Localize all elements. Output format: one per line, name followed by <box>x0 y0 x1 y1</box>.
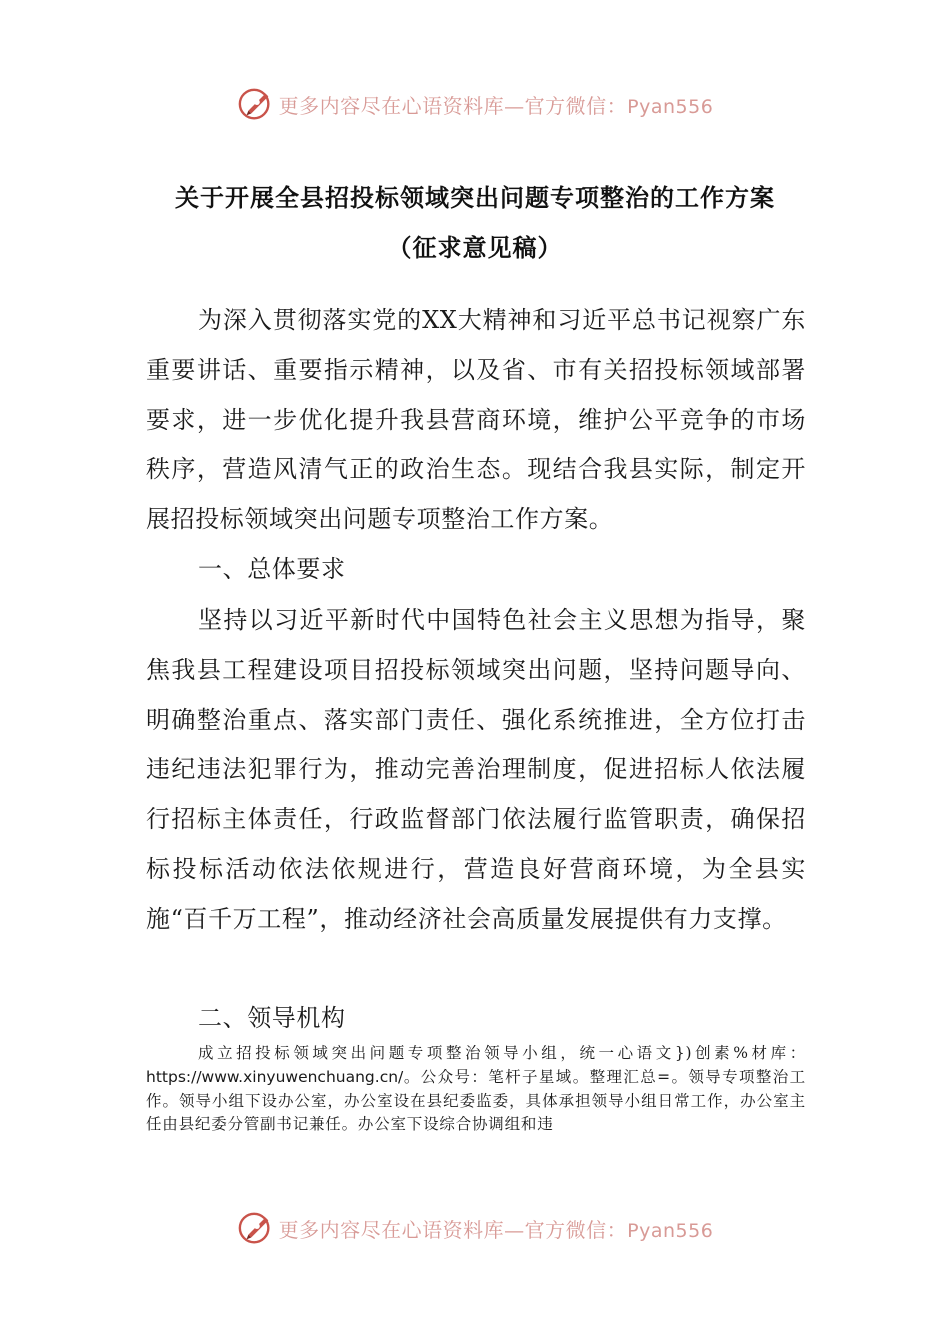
section2-paragraph <box>146 1042 806 1137</box>
section2-para-end: 。公众号：笔杆子星域。整理汇总=。领导专项整治工作。领导小组下设办公室，办公室设在县纪委监委，具体承担领导小组日常工作，办公室主任由县纪委分管副书记兼任。办公室下设综合协调组和违 <box>146 1067 806 1134</box>
banner-text: 更多内容尽在心语资料库—官方微信：Pyan556 <box>278 1217 714 1242</box>
intro-paragraph: 为深入贯彻落实党的XX大精神和习近平总书记视察广东重要讲话、重要指示精神，以及省、市有关招投标领域部署要求，进一步优化提升我县营商环境，维护公平竞争的市场秩序，营造风清气正的政治生态。现结合我县实际，制定开展招投标领域突出问题专项整治工作方案。 <box>146 306 806 534</box>
pen-logo-icon <box>237 1209 275 1247</box>
document-subtitle: （征求意见稿） <box>387 234 563 262</box>
pen-logo-icon <box>237 85 275 123</box>
website-url: https://www.xinyuwenchuang.cn/ <box>146 1067 404 1086</box>
header-banner <box>0 84 950 124</box>
footer-banner <box>0 1208 950 1248</box>
wechat-id: Pyan556 <box>627 1219 714 1242</box>
wechat-id: Pyan556 <box>627 95 714 118</box>
section2-para-start: 成立招投标领域突出问题专项整治领导小组，统一心语文})创素%材库： <box>198 1044 806 1062</box>
section1-heading: 一、总体要求 <box>198 555 346 583</box>
document-title: 关于开展全县招投标领域突出问题专项整治的工作方案 <box>175 184 775 212</box>
section1-paragraph: 坚持以习近平新时代中国特色社会主义思想为指导，聚焦我县工程建设项目招投标领域突出问题，坚持问题导向、明确整治重点、落实部门责任、强化系统推进，全方位打击违纪违法犯罪行为，推动完善治理制度，促进招标人依法履行招标主体责任，行政监督部门依法履行监管职责，确保招标投标活动依法依规进行，营造良好营商环境，为全县实施“百千万工程”，推动经济社会高质量发展提供有力支撑。 <box>146 606 806 933</box>
section2-heading: 二、领导机构 <box>198 1004 346 1032</box>
banner-text: 更多内容尽在心语资料库—官方微信：Pyan556 <box>278 93 714 118</box>
